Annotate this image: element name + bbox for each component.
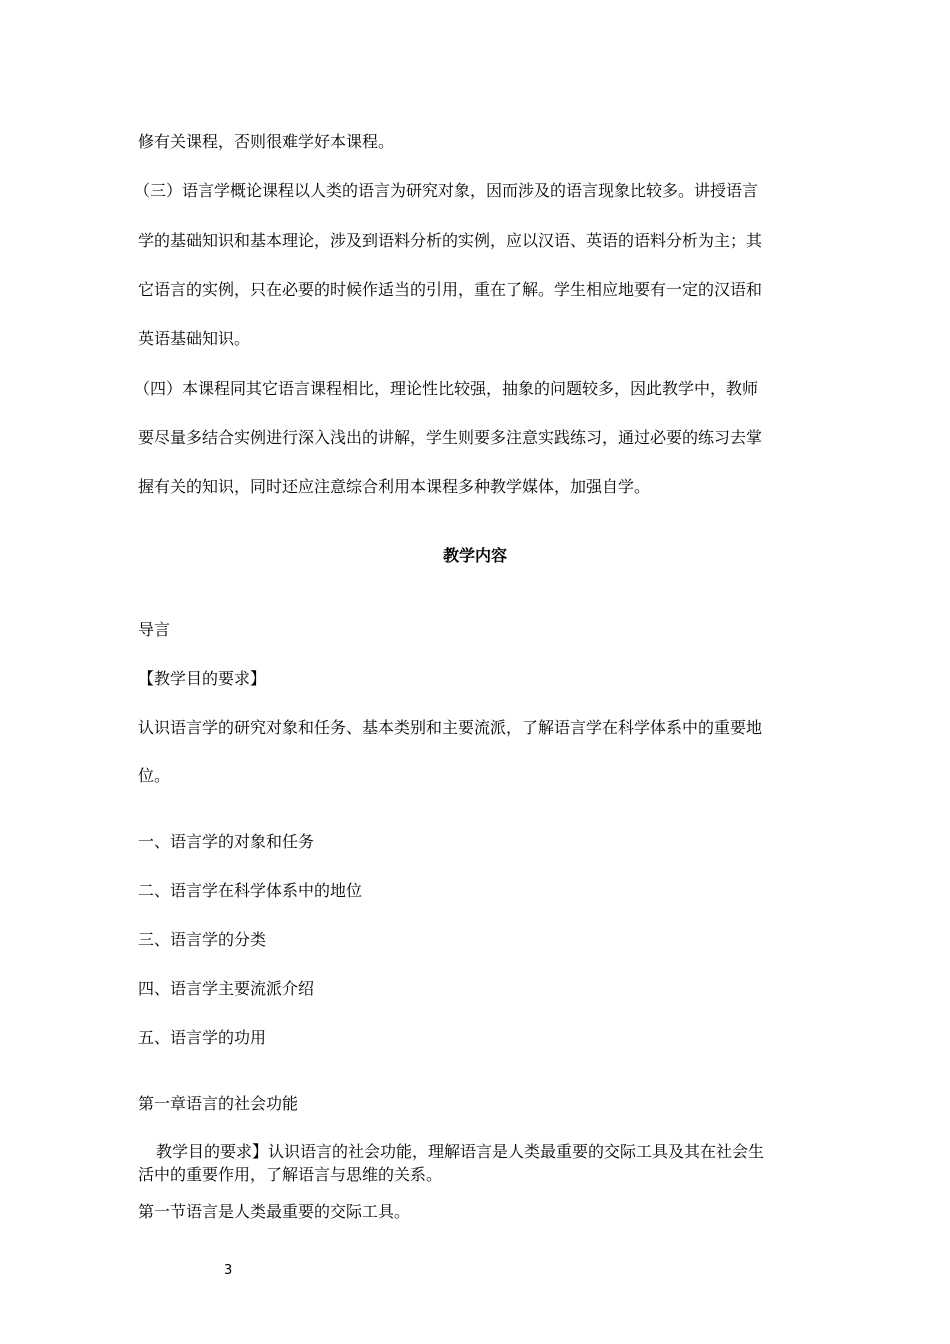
chapter-requirement: 活中的重要作用，了解语言与思维的关系。: [138, 1165, 443, 1184]
requirement-text: 认识语言学的研究对象和任务、基本类别和主要流派，了解语言学在科学体系中的重要地: [138, 718, 763, 737]
topic-item: 五、语言学的功用: [138, 1028, 267, 1047]
intro-heading: 导言: [138, 620, 171, 639]
topic-item: 二、语言学在科学体系中的地位: [138, 881, 363, 900]
chapter-heading: 第一章语言的社会功能: [138, 1094, 299, 1113]
topic-item: 三、语言学的分类: [138, 930, 267, 949]
requirement-text: 位。: [138, 766, 171, 785]
requirement-label: 【教学目的要求】: [138, 669, 267, 688]
paragraph-line: （三）语言学概论课程以人类的语言为研究对象，因而涉及的语言现象比较多。讲授语言: [134, 181, 759, 200]
topic-item: 四、语言学主要流派介绍: [138, 979, 315, 998]
chapter-requirement: 教学目的要求】认识语言的社会功能，理解语言是人类最重要的交际工具及其在社会生: [156, 1142, 765, 1161]
paragraph-line: 学的基础知识和基本理论，涉及到语料分析的实例，应以汉语、英语的语料分析为主；其: [138, 231, 763, 250]
page-number: 3: [224, 1263, 233, 1278]
section-title: 教学内容: [442, 546, 507, 565]
paragraph-line: 英语基础知识。: [138, 329, 251, 348]
section-heading: 第一节语言是人类最重要的交际工具。: [138, 1202, 411, 1221]
paragraph-line: 它语言的实例，只在必要的时候作适当的引用，重在了解。学生相应地要有一定的汉语和: [138, 280, 763, 299]
paragraph-line: （四）本课程同其它语言课程相比，理论性比较强，抽象的问题较多，因此教学中，教师: [134, 379, 759, 398]
topic-item: 一、语言学的对象和任务: [138, 832, 315, 851]
paragraph-line: 要尽量多结合实例进行深入浅出的讲解，学生则要多注意实践练习，通过必要的练习去掌: [138, 428, 763, 447]
paragraph-line: 握有关的知识，同时还应注意综合利用本课程多种教学媒体，加强自学。: [138, 477, 651, 496]
paragraph-line: 修有关课程，否则很难学好本课程。: [138, 132, 395, 151]
